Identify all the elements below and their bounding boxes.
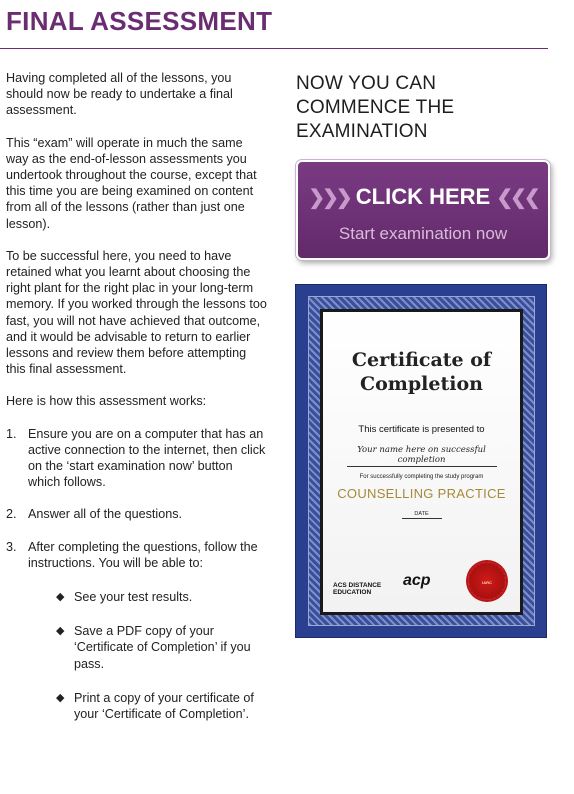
certificate-date: DATE [402, 511, 442, 519]
certificate-logos [333, 560, 512, 600]
cta-label: CLICK HERE [355, 184, 491, 209]
cta-sub-label: Start examination now [338, 224, 508, 243]
acs-logo-line: EDUCATION [333, 589, 372, 596]
acs-logo-line: ACS DISTANCE [333, 582, 382, 589]
outcomes-list [28, 589, 268, 722]
certificate-title-line: Certificate of [351, 349, 492, 371]
step-number: 3. [6, 539, 17, 554]
instructions-column [6, 70, 268, 740]
certificate-title [323, 348, 520, 396]
step-item [6, 539, 268, 723]
outcome-text: Print a copy of your certificate of your ‘Certificate of Completion’. [74, 690, 254, 722]
certificate-study-program: For successfully completing the study program [359, 474, 484, 480]
outcome-item [56, 690, 268, 722]
page-title: FINAL ASSESSMENT [6, 6, 273, 36]
certificate-presented: This certificate is presented to [358, 424, 485, 435]
step-text: After completing the questions, follow the instructions. You will be able to: [28, 539, 258, 570]
steps-list [6, 426, 268, 723]
acp-logo: acp [403, 572, 431, 589]
step-item [6, 426, 268, 491]
intro-paragraph: Having completed all of the lessons, you should now be ready to undertake a final assessment. [6, 71, 233, 118]
diamond-bullet-icon: ◆ [56, 625, 65, 638]
intro-paragraph: To be successful here, you need to have retained what you learnt about choosing the right plant for the right plac in your long-term memory. If you worked through the lessons too fast, you will not have achieved that outcome, and it would be advisable to return to earlier lessons and review them before attempting this final assessment. [6, 248, 267, 377]
cta-main-line [298, 184, 548, 210]
diamond-bullet-icon: ◆ [56, 591, 65, 604]
outcome-text: See your test results. [74, 590, 193, 605]
seal-icon: IARC [468, 562, 506, 600]
step-text: Answer all of the questions. [28, 507, 183, 522]
step-text: Ensure you are on a computer that has an active connection to the internet, then click on the ‘start examination now’ button which follows. [28, 426, 266, 490]
certificate-title-line: Completion [360, 373, 483, 395]
certificate-name: Your name here on successful completion [347, 445, 497, 467]
title-divider [0, 48, 548, 49]
certificate-body [320, 309, 523, 615]
commence-heading: NOW YOU CAN COMMENCE THE EXAMINATION [296, 73, 455, 142]
outcome-text: Save a PDF copy of your ‘Certificate of Completion’ if you pass. [74, 624, 251, 671]
diamond-bullet-icon: ◆ [56, 691, 65, 704]
chevron-left-icon: ❮❮❮ [496, 187, 538, 209]
outcome-item [56, 623, 268, 672]
intro-paragraph: Here is how this assessment works: [6, 394, 207, 409]
step-item [6, 506, 268, 522]
acs-logo [333, 582, 381, 596]
step-number: 1. [6, 426, 17, 441]
intro-paragraph: This “exam” will operate in much the same way as the end-of-lesson assessments you undertook throughout the course, except that this time you are being examined on content from all of the lessons (rather than just one lesson). [6, 135, 257, 231]
certificate-image [295, 284, 547, 638]
outcome-item [56, 589, 268, 605]
certificate-course: COUNSELLING PRACTICE [337, 486, 506, 501]
step-number: 2. [6, 507, 17, 522]
start-examination-button[interactable] [296, 160, 550, 260]
chevron-right-icon: ❯❯❯ [308, 187, 350, 209]
